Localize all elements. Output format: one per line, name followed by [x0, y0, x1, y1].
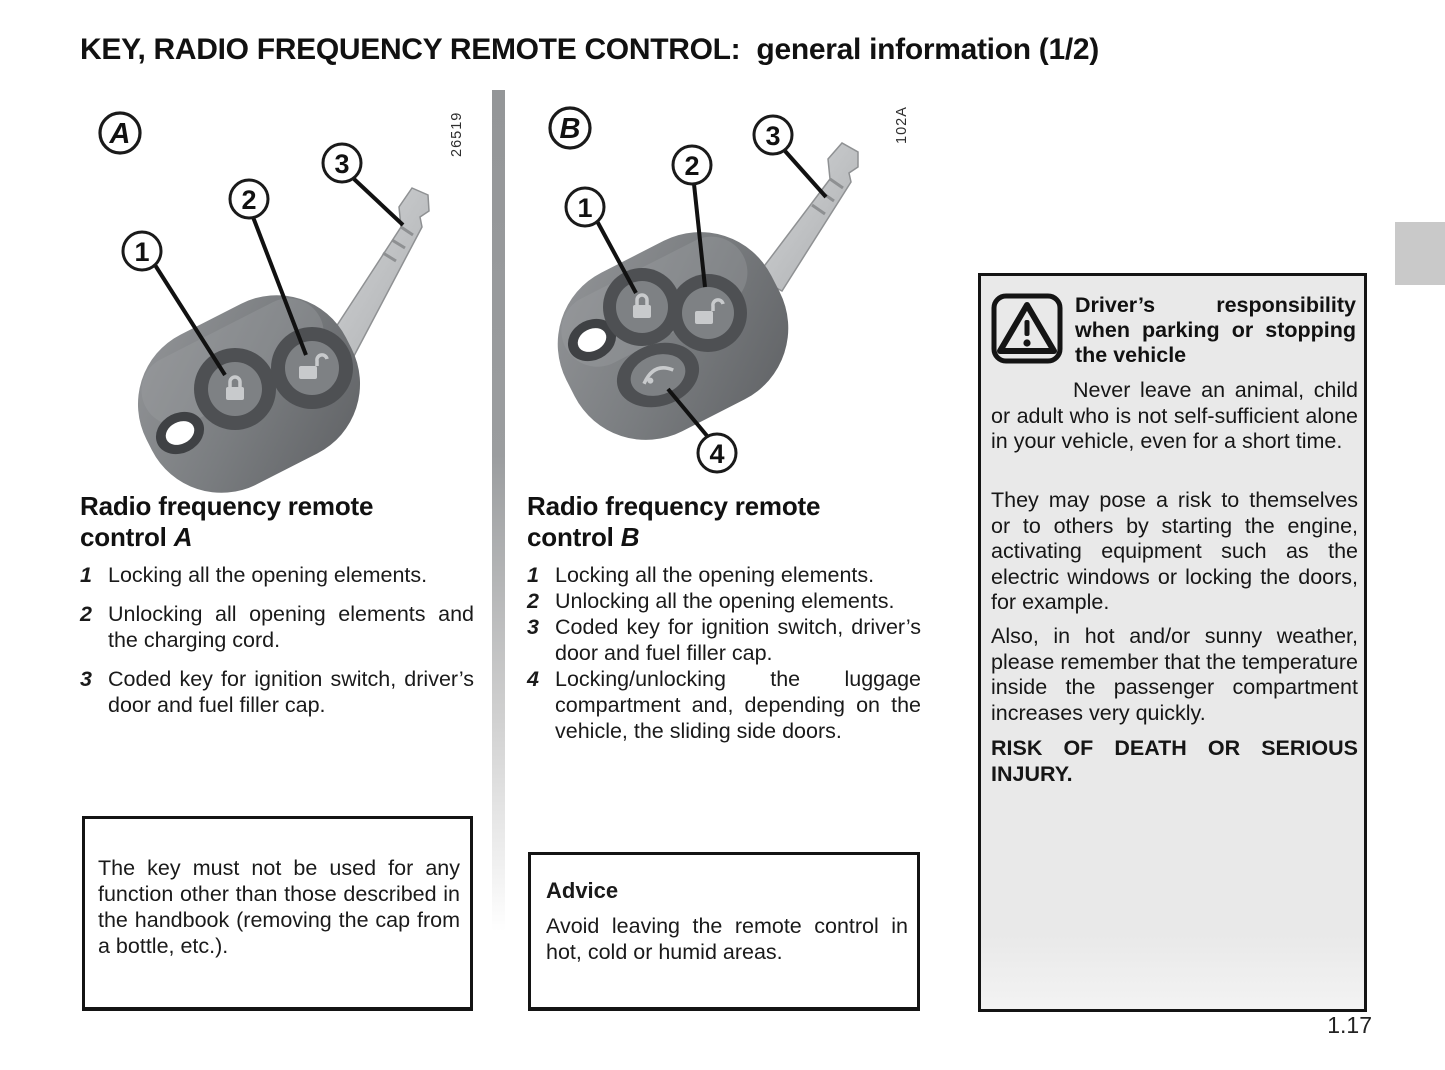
warning-paragraph: They may pose a risk to themselves or to others by starting the engine, activating equipment such as the electric windows or locking the doors, for example. [991, 488, 1358, 614]
figure-a-ref-number: 26519 [449, 111, 465, 157]
column-divider [492, 90, 505, 1005]
list-item-number: 4 [527, 667, 539, 691]
advice-title: Advice [546, 878, 619, 903]
figure-key-b [530, 95, 910, 495]
figure-b-badge [550, 108, 590, 148]
callout-2 [230, 180, 268, 218]
page-title: KEY, RADIO FREQUENCY REMOTE CONTROL: general information (1/2) [80, 33, 1099, 66]
callout-1 [566, 188, 604, 226]
section-edge-tab [1395, 222, 1445, 285]
svg-text:3: 3 [334, 149, 350, 179]
list-item [527, 588, 921, 614]
list-item [527, 666, 921, 744]
page-number: 1.17 [1327, 1012, 1372, 1038]
callout-3-line [785, 151, 826, 197]
list-item-number: 1 [80, 563, 92, 587]
list-item [80, 666, 474, 718]
list-item-number: 2 [527, 589, 539, 613]
figure-key-a [85, 95, 460, 495]
svg-text:2: 2 [241, 185, 257, 215]
svg-text:3: 3 [765, 121, 781, 151]
list-item-number: 3 [527, 615, 539, 639]
section-b-heading-line1: Radio frequency remote [527, 491, 821, 521]
list-item [80, 562, 474, 588]
svg-text:1: 1 [134, 237, 150, 267]
section-b-heading-line2: control [527, 522, 614, 552]
section-a-heading [80, 491, 480, 553]
list-item-text: Locking all the opening elements. [555, 563, 875, 587]
list-item-text: Locking all the opening elements. [108, 563, 428, 587]
unlock-button [669, 274, 747, 352]
list-item-text: Coded key for ignition switch, driver’s door and fuel filler cap. [108, 667, 474, 717]
note-text: The key must not be used for any function other than those described in the handbook (removing the cap from a bottle, etc.). [98, 856, 460, 958]
svg-text:B: B [559, 113, 581, 145]
list-item-text: Unlocking all the opening elements. [555, 589, 895, 613]
callout-1 [123, 232, 161, 270]
callout-3-line [354, 179, 403, 225]
svg-text:A: A [109, 118, 131, 150]
svg-text:2: 2 [684, 151, 700, 181]
svg-text:1: 1 [577, 193, 593, 223]
section-a-variant-letter: A [173, 522, 193, 552]
warning-paragraph: Never leave an animal, child or adult who is not self-sufficient alone in your vehicle, even for a short time. [991, 378, 1358, 453]
lock-button [194, 348, 276, 430]
list-item-number: 1 [527, 563, 539, 587]
section-a-heading-line2: control [80, 522, 167, 552]
warning-header [991, 293, 1356, 368]
warning-emphasis-text: RISK OF DEATH OR SERIOUS INJURY. [991, 736, 1358, 786]
note-box [82, 816, 473, 1011]
warning-box [978, 273, 1367, 1012]
advice-text: Avoid leaving the remote control in hot, cold or humid areas. [546, 914, 908, 964]
list-item-number: 3 [80, 667, 92, 691]
section-b-heading [527, 491, 927, 553]
lock-button [603, 268, 681, 346]
key-blade [756, 143, 858, 291]
list-item-text: Locking/unlocking the luggage compartment and, depending on the vehicle, the sliding side doors. [555, 667, 921, 743]
unlock-button [271, 327, 353, 409]
figure-a-badge [100, 113, 140, 153]
svg-text:4: 4 [709, 439, 725, 469]
list-item-number: 2 [80, 602, 92, 626]
list-item [527, 614, 921, 666]
figure-b-ref-number: 102A [894, 106, 910, 144]
callout-3 [323, 144, 361, 182]
list-item-text: Coded key for ignition switch, driver’s door and fuel filler cap. [555, 615, 921, 665]
section-b-list [527, 562, 921, 744]
warning-paragraph: Also, in hot and/or sunny weather, please remember that the temperature inside the passenger compartment increases very quickly. [991, 624, 1358, 725]
section-b-variant-letter: B [620, 522, 640, 552]
list-item [527, 562, 921, 588]
section-a-heading-line1: Radio frequency remote [80, 491, 374, 521]
callout-3 [754, 116, 792, 154]
list-item-text: Unlocking all opening elements and the charging cord. [108, 602, 474, 652]
list-item [80, 601, 474, 653]
warning-triangle-icon [991, 293, 1063, 364]
section-a-list [80, 562, 474, 731]
advice-box [528, 852, 920, 1011]
callout-4 [698, 434, 736, 472]
callout-2 [673, 146, 711, 184]
warning-heading: Driver’s responsibility when parking or stopping the vehicle [1075, 293, 1356, 367]
